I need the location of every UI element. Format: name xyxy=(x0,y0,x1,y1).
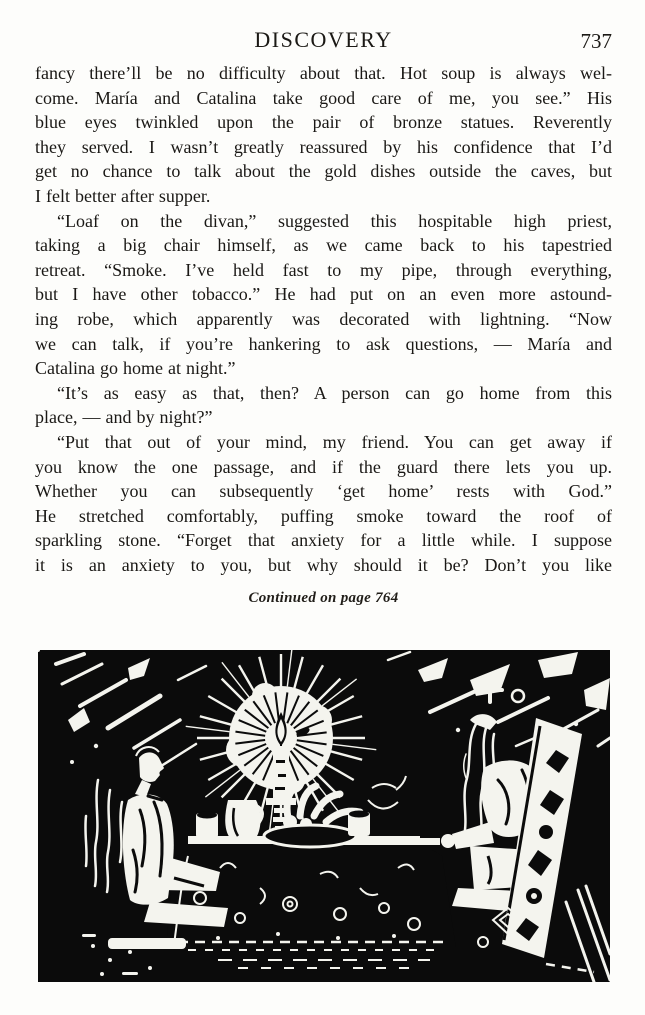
text-line: blue eyes twinkled upon the pair of bronze statues. Reverently xyxy=(35,112,612,133)
continuation-note: Continued on page 764 xyxy=(248,590,399,606)
text-line: we can talk, if you’re hankering to ask questions, — María and xyxy=(35,333,612,354)
text-line: place, — and by night?” xyxy=(35,407,213,428)
text-line: “Loaf on the divan,” suggested this hospitable high priest, xyxy=(57,210,612,231)
text-line: come. María and Catalina take good care of me, you see.” His xyxy=(35,87,612,108)
cup-left xyxy=(196,812,218,839)
woodcut-svg xyxy=(38,650,610,982)
body-text xyxy=(35,61,612,577)
text-line: Whether you can subsequently ‘get home’ rests with God.” xyxy=(35,481,612,502)
cup-right xyxy=(348,811,370,837)
text-line: it is an anxiety to you, but why should it be? Don’t you like xyxy=(35,554,612,575)
text-line: fancy there’ll be no difficulty about that. Hot soup is always wel- xyxy=(35,63,612,83)
page-header xyxy=(35,27,612,55)
pitcher xyxy=(225,800,262,838)
text-line: He stretched comfortably, puffing smoke toward the roof of xyxy=(35,505,612,526)
text-line: “Put that out of your mind, my friend. You can get away if xyxy=(57,431,612,452)
running-head-title: DISCOVERY xyxy=(254,27,393,52)
text-line: sparkling stone. “Forget that anxiety for a little while. I suppose xyxy=(35,530,612,551)
text-line: retreat. “Smoke. I’ve held fast to my pipe, through everything, xyxy=(35,259,612,280)
text-line: but I have other tobacco.” He had put on an even more astound- xyxy=(35,284,612,305)
text-line: Catalina go home at night.” xyxy=(35,358,236,379)
page-number: 737 xyxy=(580,29,612,53)
woodcut-illustration xyxy=(38,650,610,982)
text-line: taking a big chair himself, as we came back to his tapestried xyxy=(35,235,612,256)
text-line: they served. I wasn’t greatly reassured by his confidence that I’d xyxy=(35,136,612,157)
text-line: you know the one passage, and if the guard there lets you up. xyxy=(35,456,612,477)
text-line: I felt better after supper. xyxy=(35,185,211,206)
text-line: “It’s as easy as that, then? A person can go home from this xyxy=(57,382,612,403)
text-line: ing robe, which apparently was decorated with lightning. “Now xyxy=(35,308,612,329)
text-line: get no chance to talk about the gold dishes outside the caves, but xyxy=(35,161,612,182)
